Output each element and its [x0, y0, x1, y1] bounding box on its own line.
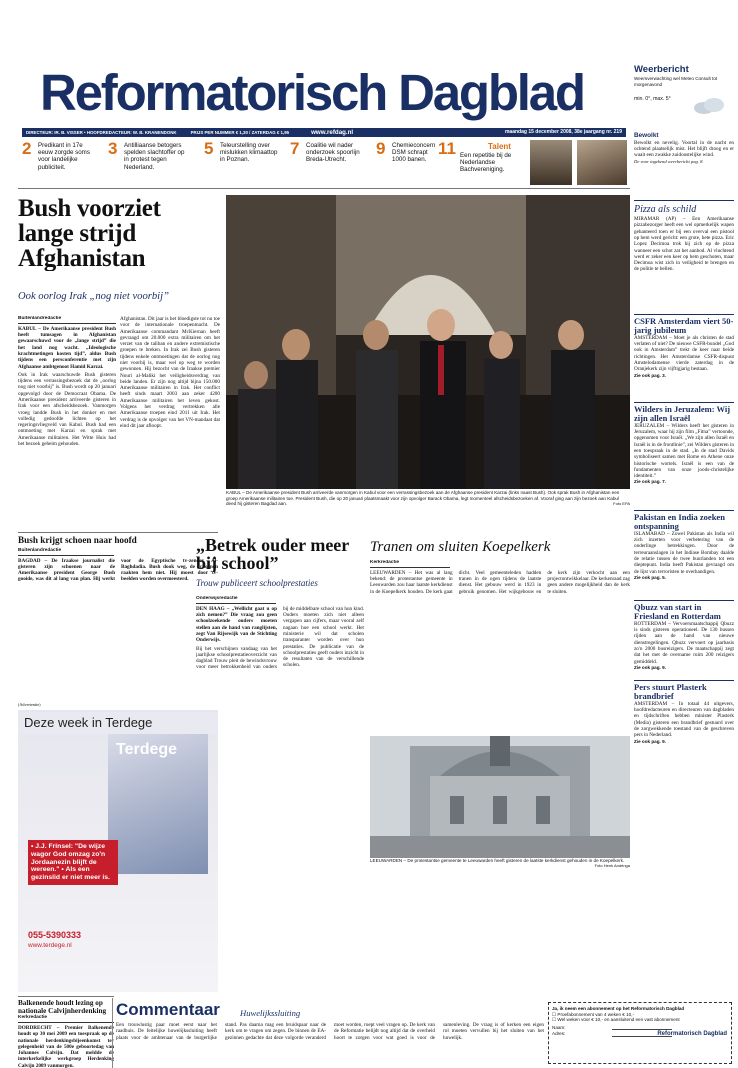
ad-title-bar: [18, 712, 218, 734]
coupon-option-trial[interactable]: ☐ Proefabonnement van 4 weken € 10,-: [552, 1011, 635, 1017]
sidebar-qbuzz[interactable]: [634, 600, 734, 676]
sidebar-rule: [634, 200, 734, 201]
teaser-page: 9: [376, 140, 386, 158]
weather-detail: [634, 132, 734, 164]
teaser-page: 7: [290, 140, 300, 158]
photo-caption-text: KABUL – De Amerikaanse president Bush arriveerde vanmorgen in Kabul voor een verrassingsbezoek aan de Afghaanse president Karzai (links naast Bush). Ook sprak Bush in Afghanistan een groep Amerikaanse militairen toe. President Bush, die op 20 januari plaatsmaakt voor zijn opvolger Barack Obama, legt momenteel afscheidsbezoeken af. Vooraf ging aan zijn bezoek aan Kabul deed hij gisteren Bagdad aan.: [226, 490, 620, 507]
sidebar-plasterk[interactable]: [634, 680, 734, 766]
cito-headline[interactable]: „Betrek ouder meer bij school”: [196, 536, 349, 572]
teaser-text: Predikant in 17e eeuw zorgde soms voor landelijke publiciteit.: [38, 142, 90, 171]
info-price: PRIJS PER NUMMER € 1,30 / ZATERDAG € 1,95: [190, 129, 290, 135]
sidebar-pakistan-title: Pakistan en India zoeken ontspanning: [634, 512, 725, 531]
teaser-text: Chemieconcern DSM schrapt 1000 banen.: [392, 142, 436, 164]
lead-kicker: Buitenlandredactie: [18, 316, 116, 324]
teaser[interactable]: [108, 140, 190, 184]
schoen-article[interactable]: [18, 536, 218, 656]
teaser-page: 3: [108, 140, 118, 158]
teaser[interactable]: [376, 140, 436, 184]
website-link[interactable]: www.refdag.nl: [311, 128, 354, 136]
teaser[interactable]: [438, 140, 528, 184]
teaser-photo: [530, 140, 572, 185]
schoen-headline: Bush krijgt schoen naar hoofd: [18, 536, 137, 545]
teaser[interactable]: [204, 140, 280, 184]
ad-bullets: • J.J. Frinsel: "De wijze wagor God omzag zo'n Jordaanezin blijft de wereen." • Als een gezinslid er niet meer is.: [28, 840, 118, 885]
weather-sub: Weersverwachting wel Meteo Consult tot morgenavond: [634, 76, 718, 87]
cito-text: Bij het verschijnen vandaag van het jaarlijkse schoolprestatieoverzicht van dagblad Trouw pleit de bewindsvrouw voor meer betrokkenheid van ouders bij de middelbare school van hun kind. Ouders moeten zich niet alleen vergapen aan cijfers, maar vooral zelf nagaan hoe een school werkt. Het ministerie wil dat scholen transparanter worden over hun prestaties. De publicatie van de schoolprestaties geeft ouders inzicht in de resultaten van de verschillende scholen.: [196, 605, 364, 671]
photo-caption: [226, 490, 630, 507]
ad-brand: Terdege: [116, 741, 178, 758]
divider: [18, 532, 218, 533]
sidebar-pakistan[interactable]: [634, 510, 734, 598]
info-left: DIRECTEUR: IR. B. VISSER • HOOFDREDACTEUR: W. B. KRANENDONK: [26, 129, 177, 135]
lead-photo[interactable]: [226, 195, 630, 489]
lead-subhead: Ook oorlog Irak „nog niet voorbij”: [18, 291, 169, 302]
lead-body: Afghanistan. Dit jaar is het bloedigste tot nu toe voor de internationale troepenmacht. De Amerikaanse commandant McKiernan heeft gevraagd om 20.000 extra militairen om het verzet van de taliban en andere extremistische groepen te breken. In Irak zei Bush gisteren tijdens enkele ontmoetingen dat de oorlog nog niet voorbij is, maar wel op weg te worden gewonnen. Hij bezocht van de Iraakse premier Nouri al-Maliki het veiligheidsverdrag van beide landen. Er zijn nog altijd bijna 150.000 Amerikaanse militairen in Irak. Het conflict heeft sinds maart 2003 aan zeker 4200 Amerikaanse militairen het leven gekost. Volgens het verdrag vertrekken alle Amerikaanse troepen eind 2011 uit Irak. Het verdrag is de opvolger van het VN-mandaat dat eind dit jaar afloopt.: [120, 316, 220, 429]
balkenende-headline: Balkenende houdt lezing op nationale Calvijnherdenking: [18, 1000, 107, 1015]
weather-heading: Bewolkt: [634, 132, 659, 139]
teaser[interactable]: [290, 140, 366, 184]
subscription-coupon[interactable]: [548, 1002, 732, 1064]
coupon-field-label: Naam:: [552, 1024, 566, 1030]
coupon-option-text: Wel weken voor € 10,- en aansluitend een vast abonnement: [557, 1017, 680, 1023]
coupon-form: [552, 1025, 672, 1037]
cito-subhead: Trouw publiceert schoolprestaties: [196, 578, 318, 588]
sidebar-wilders[interactable]: [634, 402, 734, 498]
teaser-text: Coalitie wil nader onderzoek spoorlijn Breda-Utrecht.: [306, 142, 360, 164]
koepel-article: [370, 560, 630, 736]
cito-article: [196, 596, 364, 892]
commentaar-subtitle: Huwelijkssluiting: [240, 1008, 301, 1018]
ad-website[interactable]: www.terdege.nl: [28, 942, 72, 949]
coupon-field-label: Adres:: [552, 1031, 566, 1037]
weather-title: Weerbericht: [634, 64, 689, 75]
teaser-photo: [577, 140, 627, 185]
koepel-headline[interactable]: Tranen om sluiten Koepelkerk: [370, 539, 551, 555]
sidebar-wilders-text: JERUZALEM – Wilders heeft het gisteren in Jeruzalem, waar hij zijn film „Fitna” vertoonde, opgenomen voor Israël. „We zijn allen Israël en Israël is in de frontlinie”, zei Wilders gisteren in een toespraak in de stad. „In de stad Davids symboliseert samen met Rome en Athene onze historische wortels. Israël is een van de fundamenten van onze joods-christelijke identiteit.”: [634, 422, 734, 480]
weather-text: Bewolkt en nevelig. Voortal in de nacht en ochtend plaatselijk mist. Het blijft droog en er waait een zwakke zuidoostelijke wind.: [634, 139, 734, 159]
lead-body: Ook in Irak waarschuwde Bush gisteren tijdens een verrassingsbezoek dat de „oorlog nog niet voorbij” is. Bush wordt op 20 januari opgevolgd door de Democraat Obama. De Amerikaanse president arriveerde gisteren in Irak voor een afscheidsbezoek. Vanmorgen vroeg landde Bush in het donker en met volledig gedoofde lichten op het regeringsvliegveld van Kabul. Bush had een ontmoeting met Karzai en sprak met Amerikaanse militairen. Het Witte Huis had het bezoek geheim gehouden.: [18, 371, 116, 447]
divider: [18, 996, 114, 997]
ad-label: (Advertentie): [18, 702, 41, 707]
balkenende-article[interactable]: [18, 1000, 114, 1068]
teaser[interactable]: [22, 140, 102, 184]
sidebar-qbuzz-text: ROTTERDAM – Vervoersmaatschappij Qbuzz is sinds gisteren operationeel. De 130 bussen rijden aan de hand van nieuwe dienstregelingen. Qbuzz vervoert op jaarbasis zo'n 2000 busreizigers. De maatschappij zegt dat het met de overname ruim 200 reizigers gemiddeld.: [634, 620, 734, 665]
lead-headline[interactable]: Bush voorziet lange strijd Afghanistan: [18, 196, 161, 271]
sidebar-plasterk-text: AMSTERDAM – In totaal 44 uitgevers, hoofdredacteuren en directeuren van dagbladen en tijdschriften hebben minister Plasterk (Media) gisteren een brandbrief gestuurd over de zorgwekkende toestand van de geschreven pers in Nederland.: [634, 700, 734, 739]
teaser-page: 11: [438, 140, 456, 158]
talent-label: Talent: [488, 142, 511, 151]
divider: [18, 188, 630, 189]
cloud-icon: [692, 96, 728, 114]
coupon-option-full[interactable]: ☐ Wel weken voor € 10,- en aansluitend een vast abonnement: [552, 1017, 680, 1023]
lead-column-2: [120, 316, 220, 528]
ad-magazine-cover: [108, 734, 208, 874]
sidebar-csfr[interactable]: [634, 314, 734, 396]
koepel-photo[interactable]: [370, 736, 630, 858]
cito-intro: DEN HAAG – „Wellicht gaat u op zich nemen?” Die vraag zou geen schoolzoekende ouders moeten stellen aan de hand van ranglijsten, zegt Van Rijsewijk van de Stichting Onderwijs.: [196, 605, 277, 644]
teaser-text: Een repetitie bij de Nederlandse Bachvereniging.: [460, 152, 512, 174]
sidebar-pakistan-more: Zie ook pag. 5.: [634, 574, 666, 580]
coupon-logo: Reformatorisch Dagblad: [657, 1031, 727, 1037]
commentaar-text: Een trouwlustig paar moet eerst naar het raadhuis. De feitelijke huwelijkssluiting heeft plaats voor de ambtenaar van de burgerlijke stand. Pas daarna mag een bruidspaar naar de kerk om te vragen om zegen. De binnen de EA-gezinnen gedachte dat deze volgorde veranderd moet worden, roept veel vragen op. De kerk van de Reformatie belijdt nog altijd dat de overheid hoort te zorgen voor wat goed is voor de samenleving. De vraag is of kerken een eigen rol moeten vervullen bij het sluiten van het huwelijk.: [116, 1022, 544, 1041]
sidebar-plasterk-title: Pers stuurt Plasterk brandbrief: [634, 682, 707, 701]
teaser-page: 5: [204, 140, 214, 158]
sidebar-csfr-more: Zie ook pag. 3.: [634, 372, 666, 378]
commentaar-article: [116, 1022, 544, 1068]
photo-credit: Foto EPA: [613, 501, 630, 507]
info-bar: [22, 128, 626, 137]
koepel-kicker: Kerkredactie: [370, 560, 450, 568]
commentaar-title: Commentaar: [116, 1000, 220, 1019]
lead-intro: KABUL – De Amerikaanse president Bush heeft tumsagen in Afghanistan gewaarschuwd voor de „lange strijd” die het land nog wacht. „Ideologische krachtmetingen kosten tijd”, aldus Bush tijdens een persconferentie met zijn Afghaanse ambtgenoot Hamid Karzai.: [18, 325, 116, 370]
lead-column-1: [18, 316, 116, 528]
coupon-title: Ja, ik neem een abonnement op het Reformatorisch Dagblad: [552, 1006, 685, 1011]
balkenende-text: DORDRECHT – Premier Balkenende houdt op 30 mei 2009 een toespraak op de nationale herdenkingsbijeenkomst ter gelegenheid van de 500e geboortedag van Johannes Calvijn. Dat meldde de interkerkelijke werkgroep Herdenking Calvijn 2009 vanmorgen.: [18, 1024, 114, 1068]
ad-title: Deze week in Terdege: [24, 715, 153, 730]
sidebar-pizza-text: MIRAMAR (AP) – Een Amerikaanse pizzabezorger heeft een wel opmerkelijk wapen gehanteerd toen er bij een overval een pistool op hem werd gericht: een grote, hete pizza. Eric Lopez Decimoa trok hij zich op de pizza wanneer een schot zat het aanbod. Al vluchtend werd er zeker een keer op hem geschoten, maar Decimoa wist zich in veiligheid te brengen en de politie te bellen.: [634, 216, 734, 273]
weather-temps: min. 0°, max. 5°: [634, 96, 671, 102]
issue-date: maandag 15 december 2008, 38e jaargang nr. 219: [504, 129, 622, 136]
sidebar-plasterk-more: Zie ook pag. 9.: [634, 738, 666, 744]
sidebar-wilders-more: Zie ook pag. 7.: [634, 479, 666, 485]
teaser-page: 2: [22, 140, 32, 158]
koepel-caption: [370, 858, 630, 868]
sidebar-qbuzz-more: Zie ook pag. 9.: [634, 664, 666, 670]
koepel-text: LEEUWARDEN – Het was al lang bekend: de protestantse gemeente in Leeuwarden zou haar laatste kerkdienst in de Koepelkerk houden. De kerk gaat dicht. Veel gemeenteleden hadden tranen in de ogen tijdens de laatste dienst. Het gebouw werd in 1923 in gebruik genomen. Het wijkgebouw en de kerk zijn verkocht aan een projectontwikkelaar. De kerkenraad zag geen andere mogelijkheid dan de kerk te sluiten.: [370, 569, 630, 595]
koepel-caption-text: LEEUWARDEN – De protestantse gemeente te Leeuwarden heeft gisteren de laatste kerkdienst gehouden in de Koepelkerk.: [370, 858, 625, 863]
cito-kicker: Onderwijsredactie: [196, 596, 276, 604]
sidebar-csfr-text: AMSTERDAM – Moet je als christen de stad verlaten of niet? De nieuwe CSFR-bundel „God ook in Amsterdam” trekt de keer naar beide richtingen. Het Amsterdamse CSFR-dispuut Amstelodamense vierde zaterdag in de Oranjekerk zijn vijftigjarig bestaan.: [634, 334, 734, 373]
sidebar-csfr-title: CSFR Amsterdam viert 50-jarig jubileum: [634, 316, 734, 335]
sidebar-pizza-title: Pizza als schild: [634, 204, 697, 215]
coupon-option-text: Proefabonnement van 4 weken € 10,-: [557, 1011, 635, 1017]
schoen-kicker: Buitenlandredactie: [18, 548, 114, 556]
teaser-text: Antilliaanse betogers spelden slachtoffer op in protest tegen Nederland.: [124, 142, 185, 171]
sidebar-qbuzz-title: Qbuzz van start in Friesland en Rotterdam: [634, 602, 721, 621]
sidebar-pakistan-text: ISLAMABAD – Zowel Pakistan als India wil zich inzetten voor verbetering van de onderlinge betrekkingen. Door de terreuraanslagen in het Indiase Bombay daalde de relatie tussen de twee buurlanden tot een dieptepunt. India heeft Pakistan gevraagd om de lijst van terroristen te overhandigen.: [634, 530, 734, 575]
ad-phone[interactable]: 055-5390333: [28, 930, 82, 940]
divider: [112, 998, 113, 1068]
weather-more: De voor ingekend weerbericht pag. 8.: [634, 158, 704, 164]
masthead-title: Reformatorisch Dagblad: [40, 64, 584, 121]
schoen-text: BAGDAD – De Iraakse journalist die gisteren zijn schoenen naar de Amerikaanse president George Bush gooide, was dit al lang van plan. Hij werkt voor de Egyptische tv-zender Al-Baghdadia. Bush dook weg, de schoenen raakten hem niet. Hij moest door tv-beelden worden overmeesterd.: [18, 557, 218, 583]
koepel-credit: Foto Henk Andringa: [594, 862, 630, 868]
sidebar-pizza[interactable]: [634, 204, 734, 310]
sidebar-wilders-title: Wilders in Jeruzalem: Wij zijn allen Israël: [634, 404, 731, 423]
balkenende-kicker: Kerkredactie: [18, 1015, 114, 1023]
coupon-field-name[interactable]: [612, 1025, 672, 1031]
teaser-text: Teleurstelling over mislukken klimaattop in Poznan.: [220, 142, 278, 164]
